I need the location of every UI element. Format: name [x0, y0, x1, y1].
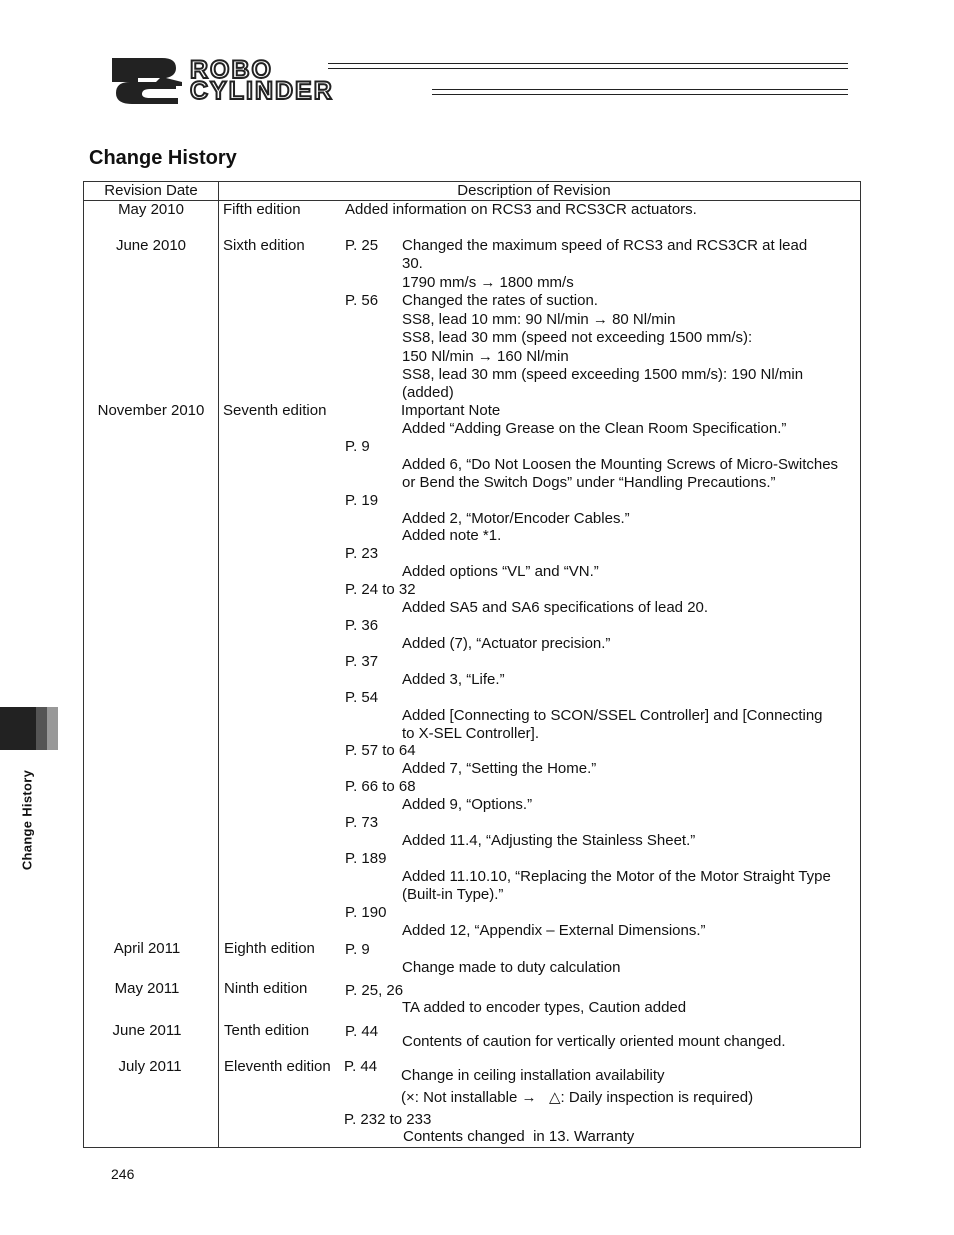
revision-date: May 2010	[118, 201, 184, 218]
revision-text: Added options “VL” and “VN.”	[402, 563, 599, 580]
page-reference: P. 190	[345, 904, 387, 921]
revision-text: Added 7, “Setting the Home.”	[402, 760, 597, 777]
revision-text: SS8, lead 30 mm (speed exceeding 1500 mm/s): 190 Nl/min	[402, 366, 804, 383]
revision-date: July 2011	[118, 1058, 182, 1075]
page-reference: P. 9	[345, 941, 370, 958]
revision-text: Added 3, “Life.”	[402, 671, 505, 688]
section-tab-marker	[47, 707, 58, 750]
revision-text: TA added to encoder types, Caution added	[402, 999, 687, 1016]
revision-text: Changed the maximum speed of RCS3 and RCS3CR at lead	[402, 237, 808, 254]
logo-rule	[432, 94, 848, 95]
page-reference: P. 25	[345, 237, 379, 254]
revision-text: Added note *1.	[402, 527, 502, 544]
page-reference: P. 9	[345, 438, 370, 455]
revision-date: June 2011	[112, 1022, 182, 1039]
revision-text: Change made to duty calculation	[402, 959, 621, 976]
page-reference: P. 56	[345, 292, 379, 309]
page-reference: P. 54	[345, 689, 379, 706]
revision-text: Added information on RCS3 and RCS3CR actuators.	[345, 201, 697, 218]
edition: Seventh edition	[223, 402, 327, 419]
page-reference: P. 23	[345, 545, 379, 562]
page-reference: P. 19	[345, 492, 379, 509]
page-reference: P. 36	[345, 617, 379, 634]
page-title: Change History	[89, 147, 237, 169]
revision-text: Added 6, “Do Not Loosen the Mounting Screws of Micro-Switches	[402, 456, 839, 473]
revision-text: or Bend the Switch Dogs” under “Handling Precautions.”	[402, 474, 776, 491]
revision-text: 1790 mm/s → 1800 mm/s	[402, 274, 574, 291]
logo-cylinder-text: CYLINDER	[190, 77, 334, 105]
revision-text: Added [Connecting to SCON/SSEL Controller] and [Connecting	[402, 707, 823, 724]
logo-rule	[328, 63, 848, 64]
revision-text: 150 Nl/min → 160 Nl/min	[402, 348, 569, 365]
logo-rule	[328, 68, 848, 69]
revision-text: Added “Adding Grease on the Clean Room Specification.”	[402, 420, 787, 437]
revision-text: Added (7), “Actuator precision.”	[402, 635, 611, 652]
header-description: Description of Revision	[457, 182, 611, 199]
revision-text: Change in ceiling installation availability	[401, 1067, 665, 1084]
page-reference: P. 24 to 32	[345, 581, 416, 598]
page-reference: P. 44	[345, 1023, 379, 1040]
rc-logo-mark	[110, 56, 186, 104]
page-reference: P. 66 to 68	[345, 778, 416, 795]
revision-text: Added 11.4, “Adjusting the Stainless Sheet.”	[402, 832, 696, 849]
edition: Eighth edition	[224, 940, 315, 957]
section-tab-marker	[0, 707, 36, 750]
header-revision-date: Revision Date	[104, 182, 198, 199]
page-reference: P. 57 to 64	[345, 742, 416, 759]
revision-text: to X-SEL Controller].	[402, 725, 539, 742]
revision-text: Added SA5 and SA6 specifications of lead 20.	[402, 599, 709, 616]
logo-robo-text: ROBO	[190, 56, 273, 84]
revision-text: Added 11.10.10, “Replacing the Motor of the Motor Straight Type	[402, 868, 831, 885]
revision-text: (×: Not installable → △: Daily inspection is required)	[401, 1089, 754, 1106]
revision-text: Important Note	[401, 402, 501, 419]
side-section-label: Change History	[19, 769, 35, 871]
page-reference: P. 189	[345, 850, 387, 867]
revision-text: (Built-in Type).”	[402, 886, 504, 903]
page-number: 246	[111, 1166, 135, 1182]
revision-text: SS8, lead 30 mm (speed not exceeding 1500 mm/s):	[402, 329, 753, 346]
revision-date: May 2011	[114, 980, 180, 997]
revision-text: Added 2, “Motor/Encoder Cables.”	[402, 510, 630, 527]
revision-text: Contents changed in 13. Warranty	[403, 1128, 635, 1145]
section-tab-marker	[36, 707, 47, 750]
revision-date: November 2010	[97, 402, 205, 419]
revision-date: April 2011	[113, 940, 181, 957]
logo-rule	[432, 89, 848, 90]
revision-text: Added 9, “Options.”	[402, 796, 533, 813]
page-reference: P. 44	[344, 1058, 378, 1075]
revision-text: Changed the rates of suction.	[402, 292, 598, 309]
revision-date: June 2010	[115, 237, 187, 254]
revision-text: SS8, lead 10 mm: 90 Nl/min → 80 Nl/min	[402, 311, 676, 328]
page-reference: P. 25, 26	[345, 982, 404, 999]
page-reference: P. 232 to 233	[344, 1111, 432, 1128]
edition: Tenth edition	[224, 1022, 310, 1039]
revision-text: Added 12, “Appendix – External Dimensions.”	[402, 922, 706, 939]
revision-text: (added)	[402, 384, 454, 401]
page-reference: P. 73	[345, 814, 379, 831]
edition: Eleventh edition	[224, 1058, 331, 1075]
edition: Ninth edition	[224, 980, 308, 997]
edition: Fifth edition	[223, 201, 301, 218]
table-divider	[218, 181, 219, 1148]
page-reference: P. 37	[345, 653, 379, 670]
revision-text: 30.	[402, 255, 423, 272]
edition: Sixth edition	[223, 237, 305, 254]
revision-text: Contents of caution for vertically oriented mount changed.	[402, 1033, 786, 1050]
